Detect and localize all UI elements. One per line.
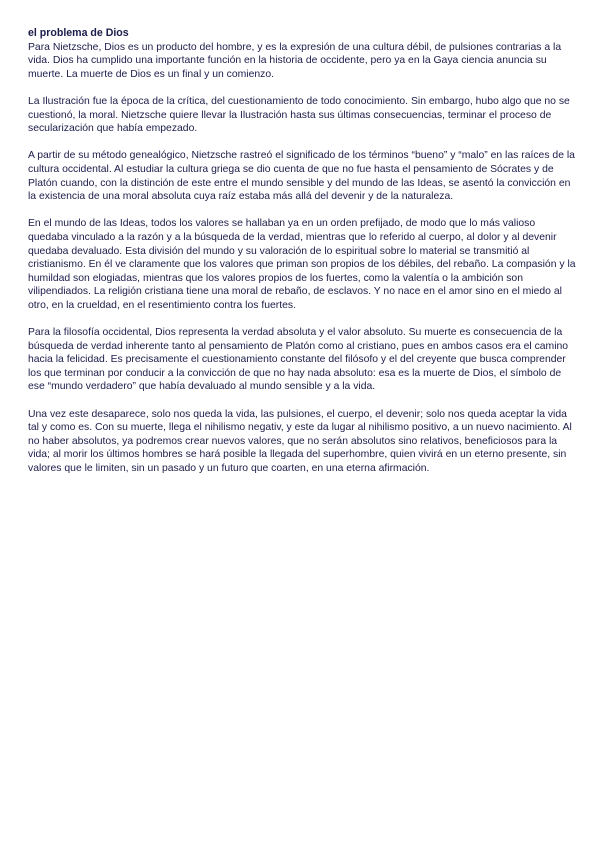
- paragraph-2: La Ilustración fue la época de la crítica, del cuestionamiento de todo conocimiento. Sin embargo, hubo algo que no se cuestionó, la moral. Nietzsche quiere llevar la Ilustración hasta sus últimas consecuencias, terminar el proceso de secularización que había empezado.: [28, 95, 570, 135]
- document-title: el problema de Dios: [28, 27, 129, 39]
- paragraph-1: Para Nietzsche, Dios es un producto del hombre, y es la expresión de una cultura débil, de pulsiones contrarias a la vida. Dios ha cumplido una importante función en la historia de occidente, pero ya en la Gaya ciencia anuncia su muerte. La muerte de Dios es un final y un comienzo.: [28, 41, 562, 80]
- document-page: [28, 27, 576, 489]
- paragraph-6: Una vez este desaparece, solo nos queda la vida, las pulsiones, el cuerpo, el devenir; solo nos queda aceptar la vida tal y como es. Con su muerte, llega el nihilismo negativ, y este da lugar al nihilismo positivo, a un nuevo nacimiento. Al no haber absolutos, ya podremos crear nuevos valores, que no serán absolutos sino relativos, beneficiosos para la vida; al morir los últimos hombres se hará posible la llegada del superhombre, quien vivirá en un eterno presente, sin valores que le limiten, sin un pasado y un futuro que coarten, en una eterna afirmación.: [28, 408, 572, 474]
- paragraph-5: Para la filosofía occidental, Dios representa la verdad absoluta y el valor absoluto. Su muerte es consecuencia de la búsqueda de verdad inherente tanto al pensamiento de Platón como al cristiano, pues en ambos casos era el camino hacia la felicidad. Es precisamente el cuestionamiento constante del filósofo y el del creyente que busca comprender los que terminan por conducir a la convicción de que no hay nada absoluto: esa es la muerte de Dios, el símbolo de ese “mundo verdadero” que había devaluado al mundo sensible y a la vida.: [28, 327, 569, 393]
- paragraph-3: A partir de su método genealógico, Nietzsche rastreó el significado de los términos “bueno” y “malo” en las raíces de la cultura occidental. Al estudiar la cultura griega se dio cuenta de que no fue hasta el pensamiento de Sócrates y de Platón cuando, con la distinción de este entre el mundo sensible y del mundo de las Ideas, se asentó la convicción en la existencia de una moral absoluta cuya raíz estaba más allá del devenir y de la naturaleza.: [28, 150, 575, 203]
- paragraph-4: En el mundo de las Ideas, todos los valores se hallaban ya en un orden prefijado, de modo que lo más valioso quedaba vinculado a la razón y a la búsqueda de la verdad, mientras que lo referido al cuerpo, al dolor y al devenir quedaba devaluado. Esta división del mundo y su valoración de lo espiritual sobre lo material se transmitió al cristianismo. En él ve claramente que los valores que priman son propios de los débiles, del rebaño. La compasión y la humildad son elogiadas, mientras que los valores propios de los fuertes, como la valentía o la ambición son vilipendiados. La religión cristiana tiene una moral de rebaño, de esclavos. Y no nace en el amor sino en el miedo al otro, en la crueldad, en el resentimiento contra los fuertes.: [28, 218, 576, 311]
